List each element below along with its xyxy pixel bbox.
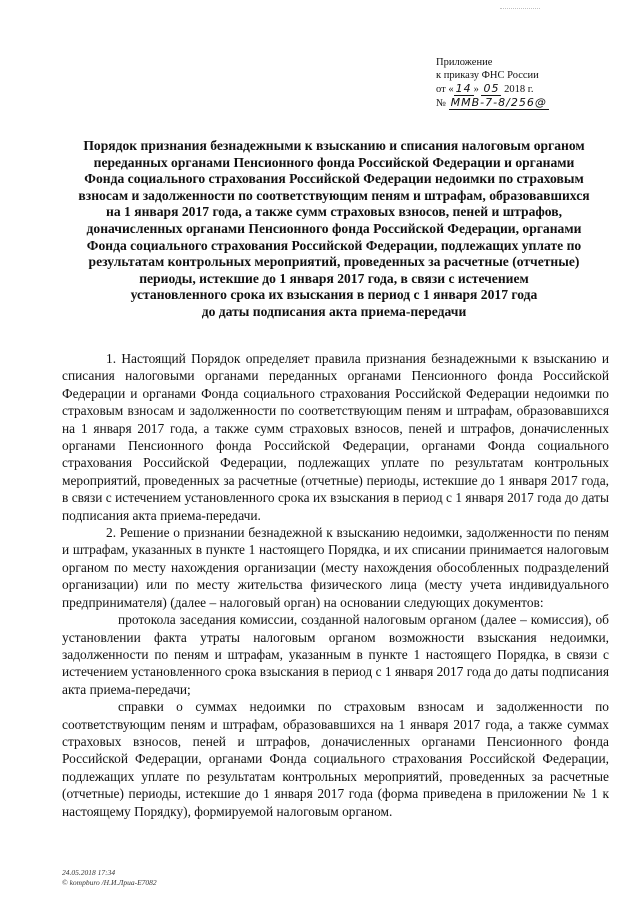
order-number: ММВ-7-8/256@ (450, 96, 547, 109)
title-line: периоды, истекшие до 1 января 2017 года, в связи с истечением (139, 270, 529, 286)
paragraph-protocol: протокола заседания комиссии, созданной налоговым органом (далее – комиссия), об установлении факта утраты налоговым органом возможности взыскания недоимки, задолженности по пеням и штрафам, указанным в пункте 1 настоящего Порядка, в связи с истечением установленного срока взыскания в период с 1 января 2017 года до даты подписания акта приема-передачи; (62, 612, 609, 697)
date-prefix: от « (436, 84, 454, 95)
date-year: 2018 г. (504, 84, 534, 95)
appendix-block (436, 56, 606, 110)
appendix-number (436, 96, 606, 110)
title-line: переданных органами Пенсионного фонда Российской Федерации и органами (93, 154, 575, 170)
title-line: на 1 января 2017 года, а также сумм страховых взносов, пеней и штрафов, (106, 204, 562, 220)
title-line: Фонда социального страхования Российской Федерации, подлежащих уплате по (86, 237, 582, 253)
footer-author: © kompburo /Н.И.Лриа-Е7082 (62, 878, 157, 887)
appendix-order-ref: к приказу ФНС России (436, 70, 539, 81)
title-line: Порядок признания безнадежными к взысканию и списания налоговым органом (83, 138, 585, 153)
scan-artifact (500, 8, 540, 17)
paragraph-certificate: справки о суммах недоимки по страховым взносам и задолженности по соответствующим пеням и штрафам, образовавшихся на 1 января 2017 года, а также суммах страховых взносов, пеней и штрафов, доначисленных органами Пенсионного фонда Российской Федерации, органами Фонда социального страхования Российской Федерации, подлежащих уплате по результатам контрольных мероприятий, проведенных за расчетные (отчетные) периоды, истекшие до 1 января 2017 года (форма приведена в приложении № 1 к настоящему Порядку), формируемой налоговым органом. (62, 699, 609, 819)
title-line: доначисленных органами Пенсионного фонда Российской Федерации, органами (86, 220, 582, 236)
appendix-label: Приложение (436, 57, 493, 68)
title-line: до даты подписания акта приема-передачи (201, 303, 467, 319)
title-line: результатам контрольных мероприятий, проведенных за расчетные (отчетные) (88, 254, 580, 270)
paragraph-2: 2. Решение о признании безнадежной к взысканию недоимки, задолженности по пеням и штрафам, указанных в пункте 1 настоящего Порядка, и их списании принимается налоговым органом по месту нахождения организации (месту нахождения обособленных подразделений организации) или по месту жительства физического лица (месту учета индивидуального предпринимателя) (далее – налоговый орган) на основании следующих документов: (62, 525, 609, 610)
appendix-date (436, 82, 606, 96)
number-prefix: № (436, 98, 447, 109)
paragraph-1: 1. Настоящий Порядок определяет правила признания безнадежными к взысканию и списания налоговыми органами переданных органами Пенсионного фонда Российской Федерации и органами Фонда социального страхования Российской Федерации недоимки по страховым взносам и задолженности по соответствующим пеням и штрафам, образовавшихся на 1 января 2017 года, а также сумм страховых взносов, пеней и штрафов, доначисленных органами Пенсионного фонда Российской Федерации, органами Фонда социального страхования Российской Федерации, подлежащих уплате по результатам контрольных мероприятий, проведенных за расчетные (отчетные) периоды, истекшие до 1 января 2017 года, в связи с истечением установленного срока их взыскания в период с 1 января 2017 года до даты подписания акта приема-передачи. (62, 351, 609, 523)
date-day: 14 (455, 82, 472, 95)
print-footer (62, 868, 262, 888)
footer-timestamp: 24.05.2018 17:34 (62, 868, 116, 877)
title-line: Фонда социального страхования Российской Федерации недоимки по страховым (84, 171, 584, 187)
date-sep: » (473, 84, 479, 95)
date-month: 05 (483, 82, 500, 95)
title-line: установленного срока их взыскания в период с 1 января 2017 года (130, 287, 538, 303)
title-line: взносам и задолженности по соответствующим пеням и штрафам, образовавшихся (78, 187, 590, 203)
document-body (62, 350, 609, 820)
document-title (64, 138, 604, 321)
